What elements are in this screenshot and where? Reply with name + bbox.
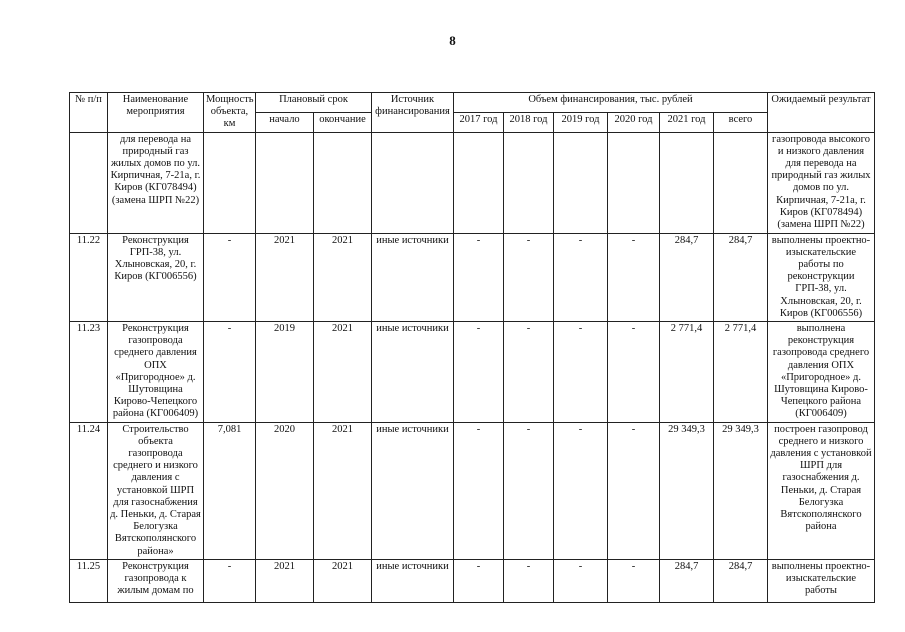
header-2019: 2019 год: [554, 112, 608, 132]
row-number: 11.23: [70, 322, 108, 423]
financing-table: [69, 92, 875, 603]
header-start: начало: [256, 112, 314, 132]
row-end: 2021: [314, 559, 372, 602]
row-2020: -: [608, 233, 660, 321]
header-2018: 2018 год: [504, 112, 554, 132]
header-result: Ожидаемый результат: [768, 93, 875, 133]
row-number: 11.22: [70, 233, 108, 321]
row-2021: 2 771,4: [660, 322, 714, 423]
row-total: 2 771,4: [714, 322, 768, 423]
row-number: 11.24: [70, 422, 108, 559]
header-num: № п/п: [70, 93, 108, 133]
row-start: 2021: [256, 233, 314, 321]
row-2018: -: [504, 422, 554, 559]
row-result: выполнены проектно-изыскательские работы по реконструкции ГРП-38, ул. Хлыновская, 20, г. Киров (КГ006556): [768, 233, 875, 321]
row-start: [256, 132, 314, 233]
row-result: газопровода высокого и низкого давления для перевода на природный газ жилых домов по ул. Кирпичная, 7-21а, г. Киров (КГ078494) (замена ШРП №22): [768, 132, 875, 233]
row-capacity: -: [204, 233, 256, 321]
row-2020: -: [608, 559, 660, 602]
row-end: 2021: [314, 322, 372, 423]
row-2019: -: [554, 559, 608, 602]
header-name: Наименование мероприятия: [108, 93, 204, 133]
row-name: Реконструкция газопровода среднего давления ОПХ «Пригородное» д. Шутовщина Кирово-Чепецкого района (КГ006409): [108, 322, 204, 423]
table-row: [70, 322, 875, 423]
row-name: для перевода на природный газ жилых домов по ул. Кирпичная, 7-21а, г. Киров (КГ078494) (замена ШРП №22): [108, 132, 204, 233]
row-2019: [554, 132, 608, 233]
row-2018: -: [504, 233, 554, 321]
row-result: выполнены проектно-изыскательские работы: [768, 559, 875, 602]
header-source: Источник финансирования: [372, 93, 454, 133]
row-total: 284,7: [714, 233, 768, 321]
row-source: иные источники: [372, 322, 454, 423]
row-source: иные источники: [372, 559, 454, 602]
row-source: [372, 132, 454, 233]
row-name: Строительство объекта газопровода среднего и низкого давления с установкой ШРП для газоснабжения д. Пеньки, д. Старая Белогузка Вятскополянского района»: [108, 422, 204, 559]
header-total: всего: [714, 112, 768, 132]
row-total: 284,7: [714, 559, 768, 602]
row-2017: -: [454, 322, 504, 423]
header-volume: Объем финансирования, тыс. рублей: [454, 93, 768, 113]
table-row: [70, 559, 875, 602]
row-2021: 284,7: [660, 559, 714, 602]
row-result: построен газопровод среднего и низкого давления с установкой ШРП для газоснабжения д. Пеньки, д. Старая Белогузка Вятскополянского района: [768, 422, 875, 559]
row-2017: -: [454, 559, 504, 602]
row-2019: -: [554, 233, 608, 321]
header-2021: 2021 год: [660, 112, 714, 132]
row-2021: [660, 132, 714, 233]
row-start: 2020: [256, 422, 314, 559]
row-total: [714, 132, 768, 233]
row-end: [314, 132, 372, 233]
row-2021: 29 349,3: [660, 422, 714, 559]
header-2017: 2017 год: [454, 112, 504, 132]
row-end: 2021: [314, 233, 372, 321]
row-2020: [608, 132, 660, 233]
header-2020: 2020 год: [608, 112, 660, 132]
row-2018: [504, 132, 554, 233]
header-end: окончание: [314, 112, 372, 132]
row-2020: -: [608, 422, 660, 559]
row-start: 2021: [256, 559, 314, 602]
row-start: 2019: [256, 322, 314, 423]
row-capacity: -: [204, 559, 256, 602]
table-row: [70, 132, 875, 233]
row-2017: -: [454, 233, 504, 321]
header-row-top: [70, 93, 875, 113]
row-source: иные источники: [372, 422, 454, 559]
row-name: Реконструкция ГРП-38, ул. Хлыновская, 20, г. Киров (КГ006556): [108, 233, 204, 321]
header-capacity: Мощность объекта, км: [204, 93, 256, 133]
row-capacity: 7,081: [204, 422, 256, 559]
table-row: [70, 233, 875, 321]
row-result: выполнена реконструкция газопровода среднего давления ОПХ «Пригородное» д. Шутовщина Кирово-Чепецкого района (КГ006409): [768, 322, 875, 423]
table-row: [70, 422, 875, 559]
row-name: Реконструкция газопровода к жилым домам по: [108, 559, 204, 602]
row-2021: 284,7: [660, 233, 714, 321]
row-2018: -: [504, 559, 554, 602]
row-2017: -: [454, 422, 504, 559]
header-period: Плановый срок: [256, 93, 372, 113]
row-2019: -: [554, 422, 608, 559]
page-number: 8: [449, 33, 456, 48]
row-total: 29 349,3: [714, 422, 768, 559]
row-number: 11.25: [70, 559, 108, 602]
row-source: иные источники: [372, 233, 454, 321]
row-2018: -: [504, 322, 554, 423]
row-2019: -: [554, 322, 608, 423]
row-2020: -: [608, 322, 660, 423]
row-end: 2021: [314, 422, 372, 559]
row-number: [70, 132, 108, 233]
row-2017: [454, 132, 504, 233]
row-capacity: -: [204, 322, 256, 423]
row-capacity: [204, 132, 256, 233]
